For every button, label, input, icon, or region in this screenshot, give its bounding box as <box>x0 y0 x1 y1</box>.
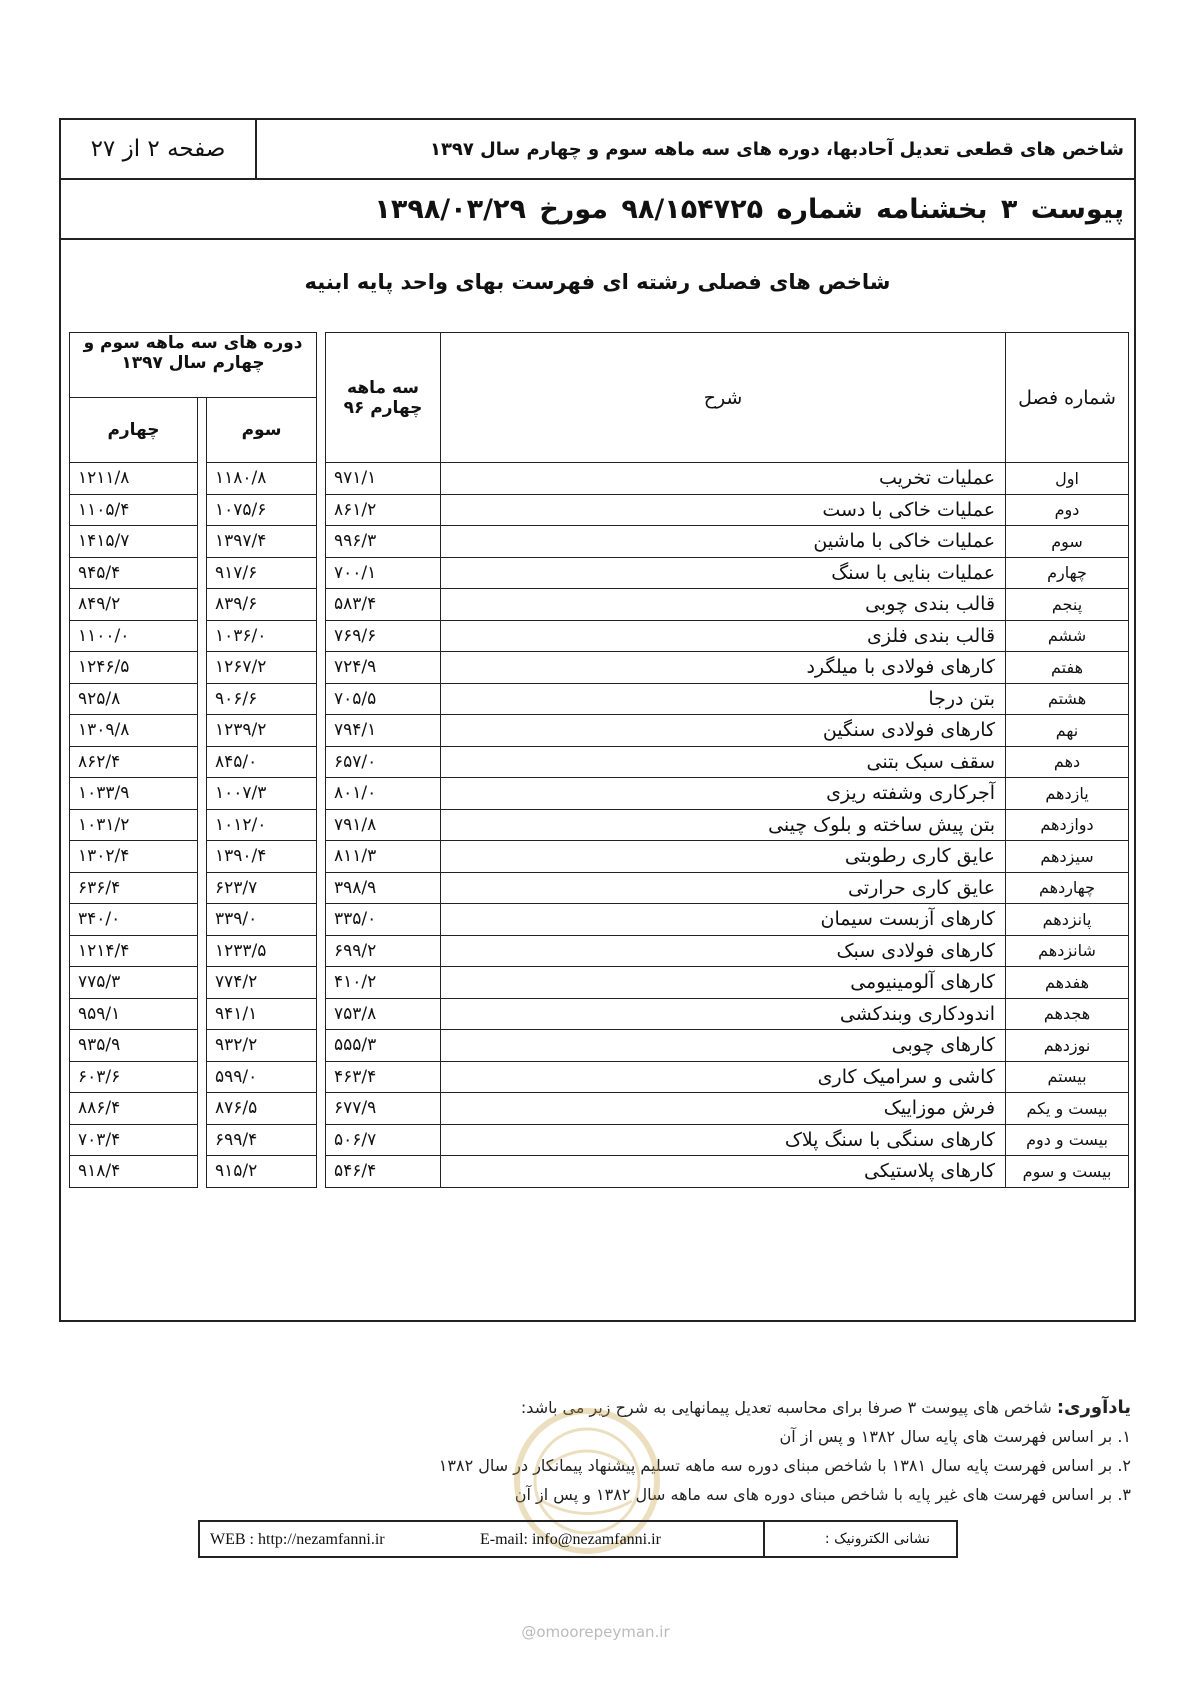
table-row <box>70 998 1129 1030</box>
base-value: ۶۷۷/۹ <box>326 1093 441 1125</box>
base-value: ۸۶۱/۲ <box>326 494 441 526</box>
footer-label: نشانی الکترونیک : <box>824 1531 930 1547</box>
table-row <box>70 778 1129 810</box>
base-value: ۵۰۶/۷ <box>326 1124 441 1156</box>
column-gap <box>198 589 207 621</box>
base-value: ۷۶۹/۶ <box>326 620 441 652</box>
base-value: ۳۳۵/۰ <box>326 904 441 936</box>
chapter-cell: سوم <box>1006 526 1129 558</box>
description-cell: کارهای آزبست سیمان <box>441 904 1006 936</box>
table-row <box>70 1156 1129 1188</box>
description-cell: فرش موزاییک <box>441 1093 1006 1125</box>
third-value: ۱۱۸۰/۸ <box>207 463 317 495</box>
column-gap <box>198 620 207 652</box>
description-cell: آجرکاری وشفته ریزی <box>441 778 1006 810</box>
fourth-value: ۳۴۰/۰ <box>70 904 198 936</box>
column-gap <box>317 998 326 1030</box>
description-cell: کارهای فولادی سبک <box>441 935 1006 967</box>
chapter-cell: چهارم <box>1006 557 1129 589</box>
fourth-value: ۱۳۰۹/۸ <box>70 715 198 747</box>
description-cell: کارهای فولادی سنگین <box>441 715 1006 747</box>
column-gap <box>317 935 326 967</box>
description-cell: کارهای آلومینیومی <box>441 967 1006 999</box>
circular-row <box>61 180 1134 240</box>
fourth-value: ۹۳۵/۹ <box>70 1030 198 1062</box>
column-gap <box>317 1156 326 1188</box>
column-gap <box>317 526 326 558</box>
base-value: ۶۹۹/۲ <box>326 935 441 967</box>
table-row <box>70 967 1129 999</box>
description-cell: کارهای سنگی با سنگ پلاک <box>441 1124 1006 1156</box>
chapter-cell: یازدهم <box>1006 778 1129 810</box>
column-gap <box>198 715 207 747</box>
third-value: ۷۷۴/۲ <box>207 967 317 999</box>
third-value: ۱۲۶۷/۲ <box>207 652 317 684</box>
note-item: ۳. بر اساس فهرست های غیر پایه با شاخص مبنای دوره های سه ماهه سال ۱۳۸۲ و پس از آن <box>514 1485 1131 1504</box>
column-gap <box>317 809 326 841</box>
description-cell: سقف سبک بتنی <box>441 746 1006 778</box>
chapter-cell: سیزدهم <box>1006 841 1129 873</box>
description-cell: عملیات تخریب <box>441 463 1006 495</box>
description-cell: کاشی و سرامیک کاری <box>441 1061 1006 1093</box>
base-value: ۵۴۶/۴ <box>326 1156 441 1188</box>
description-cell: اندودکاری وبندکشی <box>441 998 1006 1030</box>
description-cell: عایق کاری حرارتی <box>441 872 1006 904</box>
description-cell: کارهای چوبی <box>441 1030 1006 1062</box>
third-value: ۹۰۶/۶ <box>207 683 317 715</box>
base-value: ۸۱۱/۳ <box>326 841 441 873</box>
description-cell: قالب بندی فلزی <box>441 620 1006 652</box>
third-value: ۹۱۷/۶ <box>207 557 317 589</box>
base-value: ۵۵۵/۳ <box>326 1030 441 1062</box>
base-value: ۶۵۷/۰ <box>326 746 441 778</box>
section-title: شاخص های فصلی رشته ای فهرست بهای واحد پایه ابنیه <box>304 270 891 294</box>
base-value: ۴۱۰/۲ <box>326 967 441 999</box>
column-gap <box>317 872 326 904</box>
table-row <box>70 872 1129 904</box>
table-row <box>70 1124 1129 1156</box>
column-gap <box>317 333 326 463</box>
email-link[interactable]: E-mail: info@nezamfanni.ir <box>480 1531 661 1548</box>
description-cell: عملیات خاکی با دست <box>441 494 1006 526</box>
column-gap <box>198 1093 207 1125</box>
column-gap <box>198 1030 207 1062</box>
table-row <box>70 841 1129 873</box>
column-gap <box>317 589 326 621</box>
column-gap <box>317 715 326 747</box>
column-gap <box>198 398 207 463</box>
base-value: ۷۹۱/۸ <box>326 809 441 841</box>
chapter-cell: هشتم <box>1006 683 1129 715</box>
chapter-cell: دوازدهم <box>1006 809 1129 841</box>
fourth-value: ۱۰۳۳/۹ <box>70 778 198 810</box>
fourth-value: ۶۳۶/۴ <box>70 872 198 904</box>
table-row <box>70 904 1129 936</box>
column-gap <box>198 1061 207 1093</box>
chapter-cell: هفدهم <box>1006 967 1129 999</box>
description-cell: بتن درجا <box>441 683 1006 715</box>
fourth-value: ۹۲۵/۸ <box>70 683 198 715</box>
column-gap <box>198 998 207 1030</box>
column-gap <box>317 1061 326 1093</box>
fourth-quarter-header: چهارم <box>70 398 198 463</box>
chapter-cell: ششم <box>1006 620 1129 652</box>
notes-intro-text: شاخص های پیوست ۳ صرفا برای محاسبه تعدیل پیمانهایی به شرح زیر می باشد: <box>520 1398 1052 1417</box>
third-value: ۵۹۹/۰ <box>207 1061 317 1093</box>
note-item: ۲. بر اساس فهرست پایه سال ۱۳۸۱ با شاخص مبنای دوره سه ماهه تسلیم پیشنهاد پیمانکار در سال ۱۳۸۲ <box>438 1456 1131 1475</box>
fourth-value: ۱۱۰۵/۴ <box>70 494 198 526</box>
chapter-cell: پانزدهم <box>1006 904 1129 936</box>
column-gap <box>198 652 207 684</box>
column-gap <box>198 872 207 904</box>
base-value: ۴۶۳/۴ <box>326 1061 441 1093</box>
column-gap <box>198 904 207 936</box>
third-value: ۶۹۹/۴ <box>207 1124 317 1156</box>
table-row <box>70 589 1129 621</box>
index-table-wrapper <box>69 332 1128 1188</box>
chapter-cell: اول <box>1006 463 1129 495</box>
column-gap <box>317 683 326 715</box>
fourth-value: ۸۴۹/۲ <box>70 589 198 621</box>
column-gap <box>317 1030 326 1062</box>
watermark-text: @omoorepeyman.ir <box>521 1623 670 1641</box>
document-title: شاخص های قطعی تعدیل آحادبها، دوره های سه ماهه سوم و چهارم سال ۱۳۹۷ <box>429 138 1124 160</box>
chapter-cell: دوم <box>1006 494 1129 526</box>
description-cell: قالب بندی چوبی <box>441 589 1006 621</box>
third-value: ۱۰۳۶/۰ <box>207 620 317 652</box>
description-cell: عایق کاری رطوبتی <box>441 841 1006 873</box>
third-value: ۱۰۰۷/۳ <box>207 778 317 810</box>
table-row <box>70 1093 1129 1125</box>
column-gap <box>198 526 207 558</box>
fourth-value: ۷۰۳/۴ <box>70 1124 198 1156</box>
base-value: ۳۹۸/۹ <box>326 872 441 904</box>
table-row <box>70 935 1129 967</box>
base-value: ۹۷۱/۱ <box>326 463 441 495</box>
table-row <box>70 620 1129 652</box>
website-link[interactable]: WEB : http://nezamfanni.ir <box>210 1531 385 1548</box>
column-gap <box>317 1093 326 1125</box>
third-value: ۱۰۱۲/۰ <box>207 809 317 841</box>
table-row <box>70 526 1129 558</box>
fourth-value: ۹۵۹/۱ <box>70 998 198 1030</box>
table-row <box>70 683 1129 715</box>
column-gap <box>198 935 207 967</box>
third-value: ۸۷۶/۵ <box>207 1093 317 1125</box>
column-gap <box>198 1156 207 1188</box>
chapter-cell: چهاردهم <box>1006 872 1129 904</box>
chapter-cell: پنجم <box>1006 589 1129 621</box>
fourth-value: ۹۱۸/۴ <box>70 1156 198 1188</box>
column-gap <box>317 652 326 684</box>
third-value: ۱۳۹۷/۴ <box>207 526 317 558</box>
chapter-cell: شانزدهم <box>1006 935 1129 967</box>
fourth-value: ۶۰۳/۶ <box>70 1061 198 1093</box>
circular-title: پیوست ۳ بخشنامه شماره ۹۸/۱۵۴۷۲۵ مورخ ۱۳۹۸/۰۳/۲۹ <box>374 193 1124 225</box>
column-gap <box>317 494 326 526</box>
column-gap <box>198 1124 207 1156</box>
fourth-value: ۱۱۰۰/۰ <box>70 620 198 652</box>
header-row <box>61 120 1134 180</box>
chapter-cell: هجدهم <box>1006 998 1129 1030</box>
column-gap <box>317 778 326 810</box>
index-table <box>69 332 1129 1188</box>
footer-divider <box>763 1522 765 1556</box>
chapter-column-header: شماره فصل <box>1006 333 1129 463</box>
third-value: ۱۲۳۹/۲ <box>207 715 317 747</box>
note-item: ۱. بر اساس فهرست های پایه سال ۱۳۸۲ و پس از آن <box>779 1427 1131 1446</box>
fourth-value: ۱۳۰۲/۴ <box>70 841 198 873</box>
third-value: ۱۰۷۵/۶ <box>207 494 317 526</box>
column-gap <box>317 746 326 778</box>
table-row <box>70 557 1129 589</box>
fourth-value: ۷۷۵/۳ <box>70 967 198 999</box>
column-gap <box>317 904 326 936</box>
third-value: ۸۳۹/۶ <box>207 589 317 621</box>
table-row <box>70 463 1129 495</box>
column-gap <box>198 809 207 841</box>
base-value: ۷۰۰/۱ <box>326 557 441 589</box>
third-value: ۹۱۵/۲ <box>207 1156 317 1188</box>
table-row <box>70 715 1129 747</box>
table-row <box>70 494 1129 526</box>
notes-lead: یادآوری: <box>1056 1397 1131 1418</box>
fourth-value: ۱۲۱۴/۴ <box>70 935 198 967</box>
table-row <box>70 809 1129 841</box>
column-gap <box>317 463 326 495</box>
column-gap <box>198 557 207 589</box>
description-cell: کارهای پلاستیکی <box>441 1156 1006 1188</box>
document-frame <box>59 118 1136 1322</box>
chapter-cell: نهم <box>1006 715 1129 747</box>
notes-block <box>231 1393 1131 1509</box>
column-gap <box>198 967 207 999</box>
fourth-value: ۱۲۴۶/۵ <box>70 652 198 684</box>
base-value: ۹۹۶/۳ <box>326 526 441 558</box>
base-column-header: سه ماهه چهارم ۹۶ <box>326 333 441 463</box>
third-value: ۹۳۲/۲ <box>207 1030 317 1062</box>
chapter-cell: بیست و یکم <box>1006 1093 1129 1125</box>
base-value: ۷۵۳/۸ <box>326 998 441 1030</box>
base-value: ۷۹۴/۱ <box>326 715 441 747</box>
description-cell: بتن پیش ساخته و بلوک چینی <box>441 809 1006 841</box>
column-gap <box>198 746 207 778</box>
chapter-cell: بیست و دوم <box>1006 1124 1129 1156</box>
table-row <box>70 1061 1129 1093</box>
contact-footer <box>198 1520 958 1558</box>
third-value: ۱۳۹۰/۴ <box>207 841 317 873</box>
description-column-header: شرح <box>441 333 1006 463</box>
table-body <box>70 463 1129 1188</box>
description-cell: کارهای فولادی با میلگرد <box>441 652 1006 684</box>
fourth-value: ۱۲۱۱/۸ <box>70 463 198 495</box>
table-row <box>70 1030 1129 1062</box>
column-gap <box>198 463 207 495</box>
description-cell: عملیات بنایی با سنگ <box>441 557 1006 589</box>
table-row <box>70 652 1129 684</box>
page-number: صفحه ۲ از ۲۷ <box>61 120 257 178</box>
third-value: ۸۴۵/۰ <box>207 746 317 778</box>
fourth-value: ۹۴۵/۴ <box>70 557 198 589</box>
chapter-cell: بیستم <box>1006 1061 1129 1093</box>
base-value: ۸۰۱/۰ <box>326 778 441 810</box>
column-gap <box>198 683 207 715</box>
third-value: ۱۲۳۳/۵ <box>207 935 317 967</box>
column-gap <box>198 841 207 873</box>
fourth-value: ۱۴۱۵/۷ <box>70 526 198 558</box>
chapter-cell: نوزدهم <box>1006 1030 1129 1062</box>
notes-intro <box>231 1393 1131 1422</box>
chapter-cell: بیست و سوم <box>1006 1156 1129 1188</box>
column-gap <box>317 841 326 873</box>
table-row <box>70 746 1129 778</box>
column-gap <box>317 557 326 589</box>
base-value: ۷۰۵/۵ <box>326 683 441 715</box>
fourth-value: ۸۶۲/۴ <box>70 746 198 778</box>
base-value: ۵۸۳/۴ <box>326 589 441 621</box>
column-gap <box>198 778 207 810</box>
chapter-cell: دهم <box>1006 746 1129 778</box>
third-value: ۶۲۳/۷ <box>207 872 317 904</box>
column-gap <box>317 620 326 652</box>
third-value: ۹۴۱/۱ <box>207 998 317 1030</box>
column-gap <box>317 1124 326 1156</box>
third-value: ۳۳۹/۰ <box>207 904 317 936</box>
chapter-cell: هفتم <box>1006 652 1129 684</box>
fourth-value: ۸۸۶/۴ <box>70 1093 198 1125</box>
period-group-header: دوره های سه ماهه سوم و چهارم سال ۱۳۹۷ <box>70 333 317 398</box>
base-value: ۷۲۴/۹ <box>326 652 441 684</box>
fourth-value: ۱۰۳۱/۲ <box>70 809 198 841</box>
third-quarter-header: سوم <box>207 398 317 463</box>
description-cell: عملیات خاکی با ماشین <box>441 526 1006 558</box>
column-gap <box>198 494 207 526</box>
column-gap <box>317 967 326 999</box>
